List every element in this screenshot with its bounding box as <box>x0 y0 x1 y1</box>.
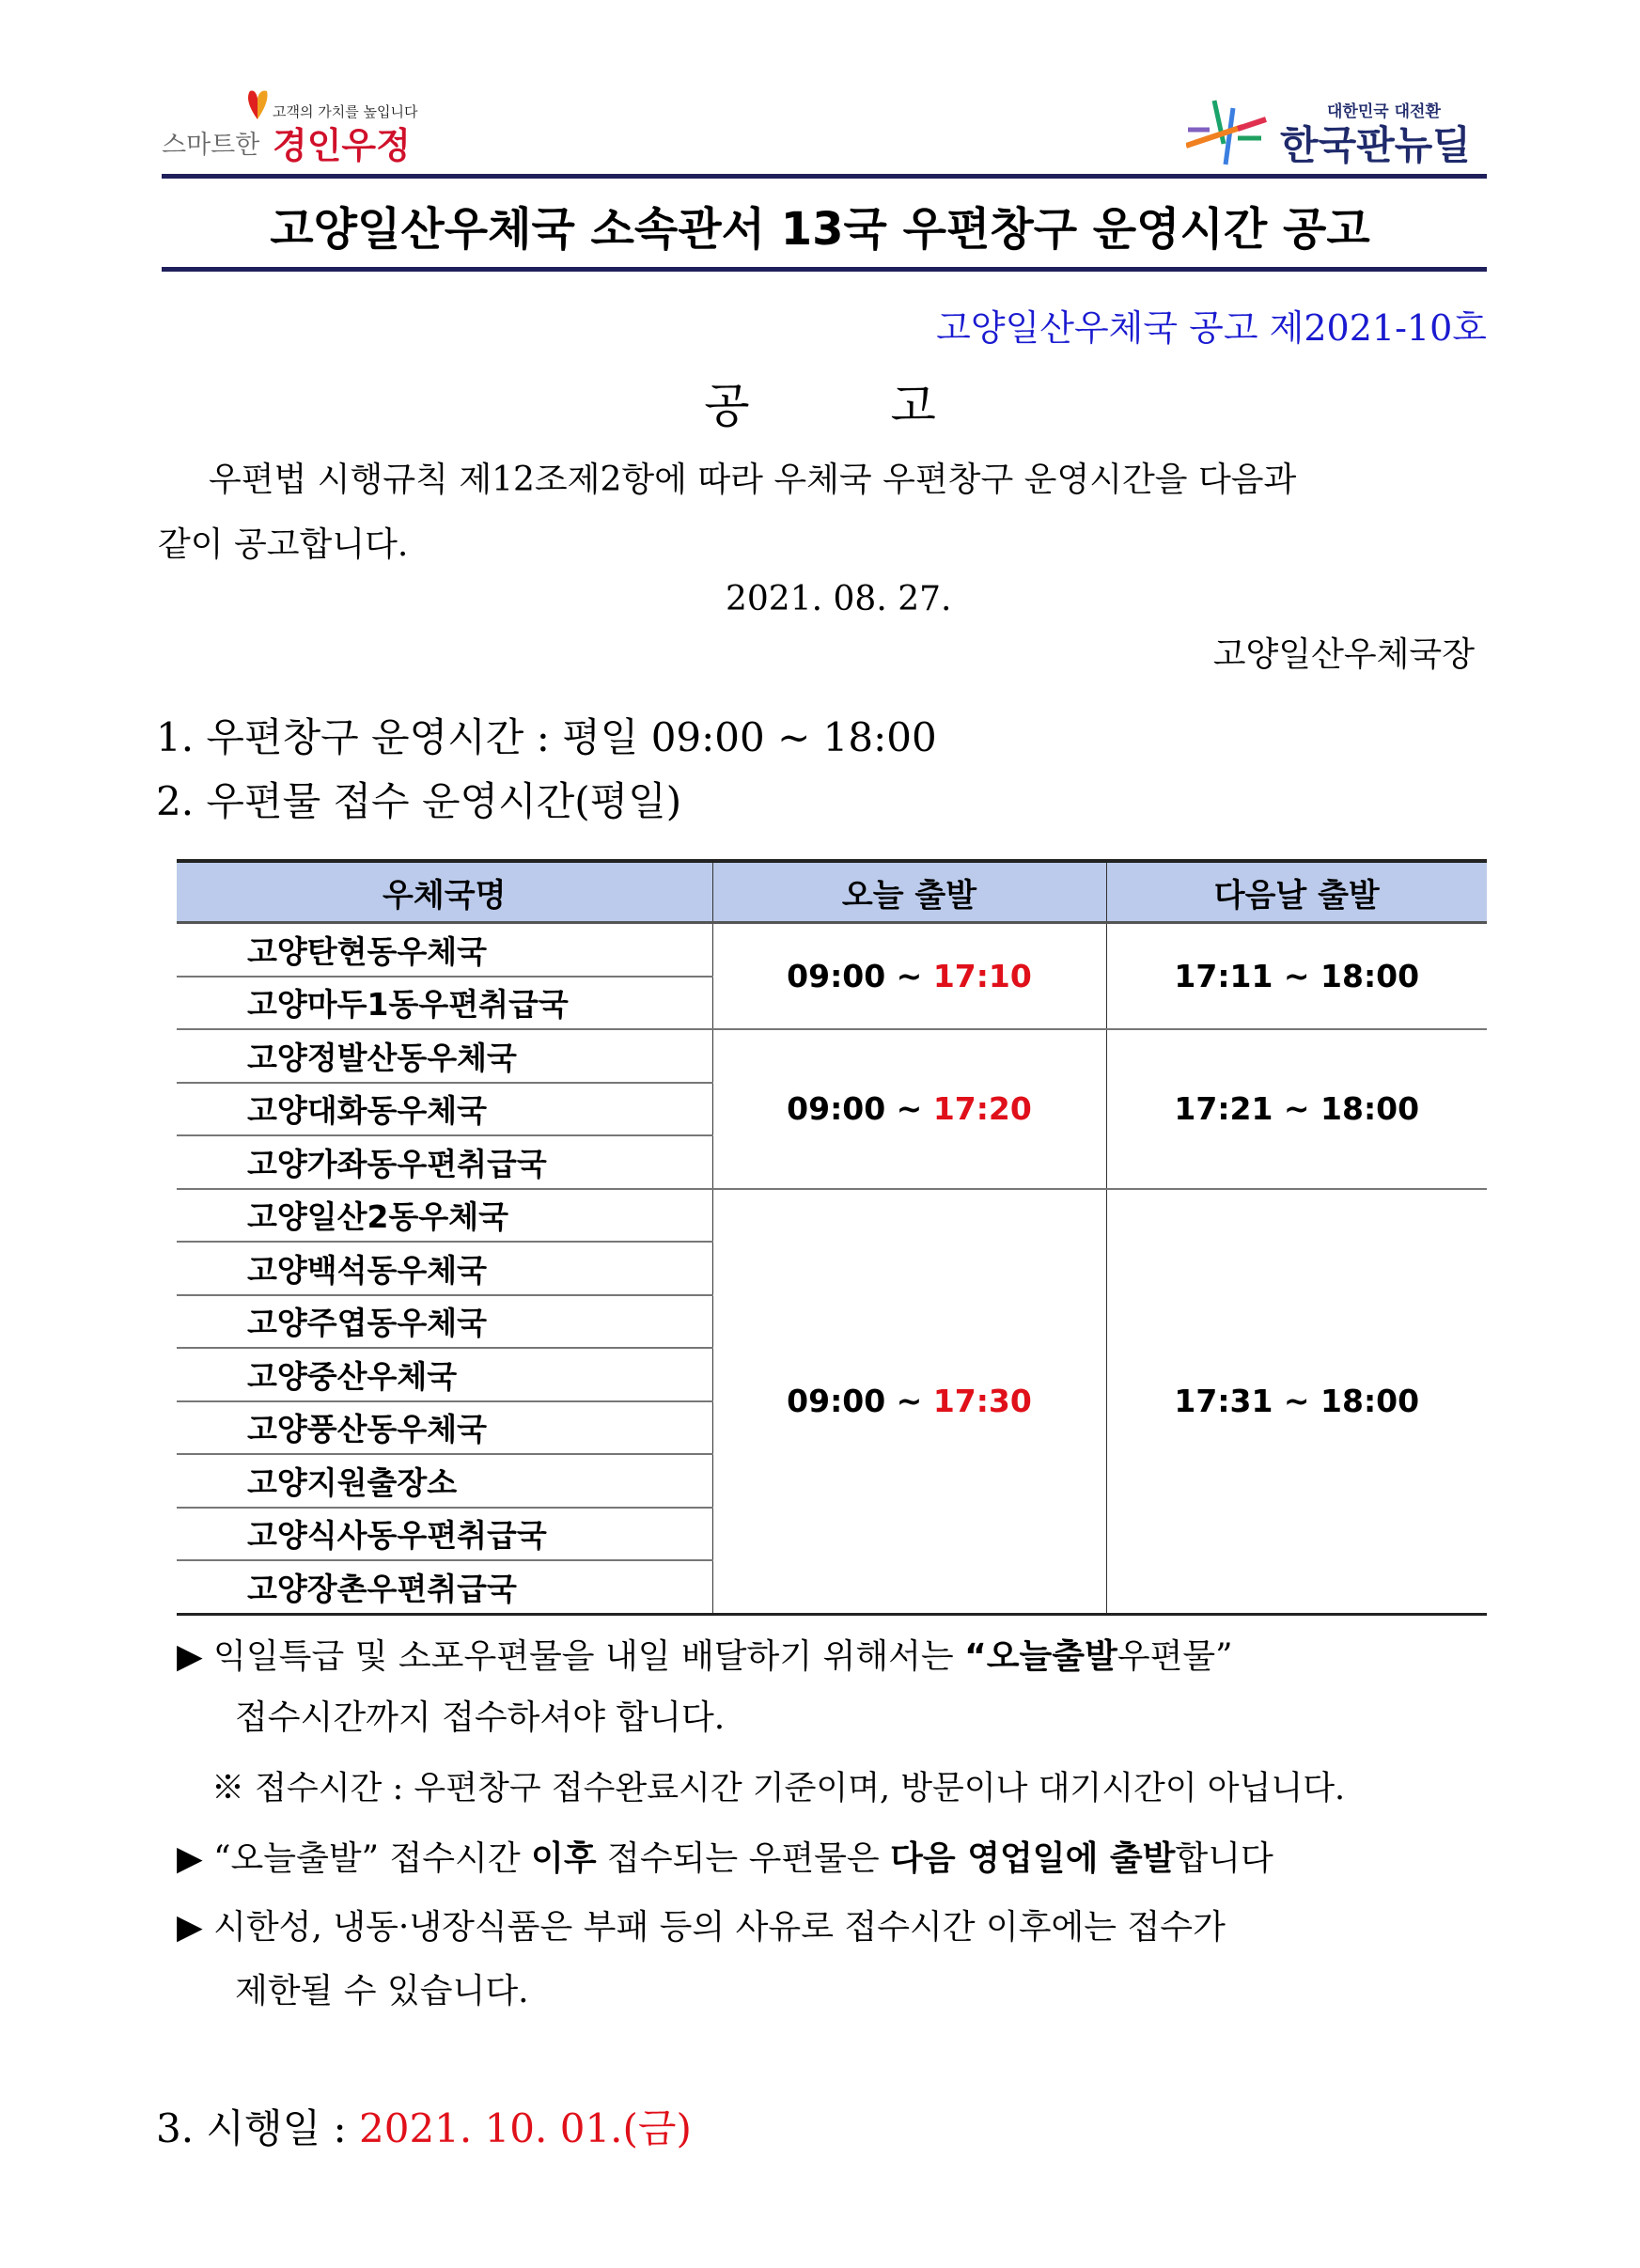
note-text: 합니다 <box>1175 1839 1273 1878</box>
office-name: 고양마두1동우편취급국 <box>177 977 712 1030</box>
office-name: 고양가좌동우편취급국 <box>177 1135 712 1189</box>
note-text: 우편물” <box>1117 1637 1233 1676</box>
notice-heading: 공 고 <box>704 379 936 433</box>
note-emphasis: 다음 영업일에 출발 <box>890 1839 1176 1878</box>
office-name: 고양장촌우편취급국 <box>177 1560 712 1614</box>
header-divider <box>162 174 1487 179</box>
time-start: 09:00 ~ <box>787 1090 933 1128</box>
office-name: 고양대화동우체국 <box>177 1083 712 1136</box>
table-header-row <box>177 861 1487 923</box>
next-day-departure-time: 17:31 ~ 18:00 <box>1106 1189 1487 1615</box>
office-name: 고양백석동우체국 <box>177 1242 712 1295</box>
logo-name: 경인우정 <box>273 125 411 166</box>
office-name: 고양지원출장소 <box>177 1454 712 1508</box>
office-name: 고양식사동우편취급국 <box>177 1508 712 1561</box>
office-name: 고양일산2동우체국 <box>177 1189 712 1243</box>
new-deal-star-icon <box>1186 99 1271 166</box>
note-express-mail <box>177 1630 1233 1678</box>
next-day-departure-time: 17:21 ~ 18:00 <box>1106 1029 1487 1189</box>
table-row <box>177 1189 1487 1243</box>
section-1-window-hours: 1. 우편창구 운영시간 : 평일 09:00 ~ 18:00 <box>156 714 937 760</box>
note-emphasis: 이후 <box>531 1839 597 1878</box>
header-office-name: 우체국명 <box>177 861 712 923</box>
section-3-effective-date <box>156 2098 692 2154</box>
table-row <box>177 923 1487 977</box>
office-name: 고양중산우체국 <box>177 1348 712 1401</box>
notice-paragraph-line2: 같이 공고합니다. <box>158 525 409 564</box>
today-departure-time <box>712 923 1106 1030</box>
note-reception-time: ※ 접수시간 : 우편창구 접수완료시간 기준이며, 방문이나 대기시간이 아닙니다. <box>211 1770 1346 1807</box>
heart-icon <box>246 89 269 119</box>
table-row <box>177 1029 1487 1083</box>
today-departure-time <box>712 1189 1106 1615</box>
logo-name: 한국판뉴딜 <box>1280 122 1471 168</box>
effective-date-label: 3. 시행일 : <box>156 2105 359 2151</box>
note-perishable-line2: 제한될 수 있습니다. <box>235 1972 529 2010</box>
office-name: 고양주엽동우체국 <box>177 1295 712 1349</box>
cutoff-time: 17:30 <box>932 1383 1032 1419</box>
office-name: 고양탄현동우체국 <box>177 923 712 977</box>
office-name: 고양정발산동우체국 <box>177 1029 712 1083</box>
page-title: 고양일산우체국 소속관서 13국 우편창구 운영시간 공고 <box>270 203 1370 256</box>
time-start: 09:00 ~ <box>787 1383 933 1419</box>
cutoff-time: 17:10 <box>932 958 1032 994</box>
logo-tagline: 대한민국 대전환 <box>1327 102 1441 121</box>
note-text: ▶ 익일특급 및 소포우편물을 내일 배달하기 위해서는 <box>177 1637 965 1676</box>
note-express-mail-line2: 접수시간까지 접수하셔야 합니다. <box>235 1698 726 1737</box>
section-2-mail-hours: 2. 우편물 접수 운영시간(평일) <box>156 778 682 824</box>
notice-number: 고양일산우체국 공고 제2021-10호 <box>936 307 1487 349</box>
time-start: 09:00 ~ <box>787 958 933 994</box>
note-next-business-day <box>177 1832 1273 1880</box>
logo-tagline: 고객의 가치를 높입니다 <box>273 103 418 120</box>
notice-issuer: 고양일산우체국장 <box>1212 635 1475 674</box>
note-perishable: ▶ 시한성, 냉동·냉장식품은 부패 등의 사유로 접수시간 이후에는 접수가 <box>177 1908 1226 1947</box>
hours-table <box>177 859 1487 1616</box>
note-text: 접수되는 우편물은 <box>596 1839 891 1878</box>
next-day-departure-time: 17:11 ~ 18:00 <box>1106 923 1487 1030</box>
today-departure-time <box>712 1029 1106 1189</box>
logo-prefix: 스마트한 <box>162 131 260 160</box>
note-text: ▶ “오늘출발” 접수시간 <box>177 1839 532 1878</box>
office-name: 고양풍산동우체국 <box>177 1401 712 1455</box>
note-emphasis: “오늘출발 <box>964 1637 1117 1676</box>
effective-date: 2021. 10. 01.(금) <box>359 2105 692 2151</box>
notice-date: 2021. 08. 27. <box>726 580 952 618</box>
notice-paragraph-line1: 우편법 시행규칙 제12조제2항에 따라 우체국 우편창구 운영시간을 다음과 <box>209 461 1297 499</box>
title-divider <box>162 267 1487 272</box>
header-next-day-departure: 다음날 출발 <box>1106 861 1487 923</box>
header-today-departure: 오늘 출발 <box>712 861 1106 923</box>
cutoff-time: 17:20 <box>932 1090 1032 1128</box>
